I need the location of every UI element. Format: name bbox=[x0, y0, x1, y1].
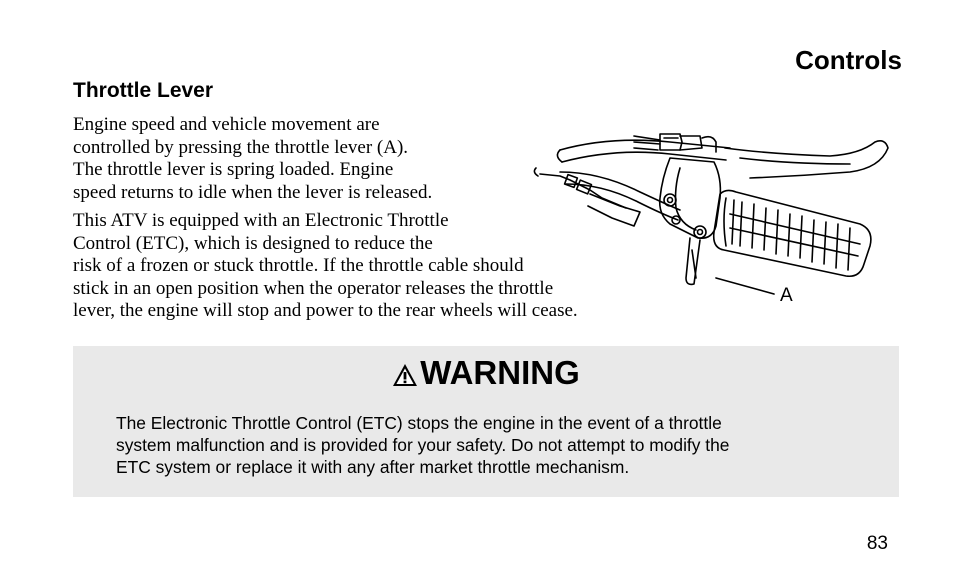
text-line: system malfunction and is provided for your safety. Do not attempt to modify the bbox=[116, 435, 730, 455]
page-heading: Throttle Lever bbox=[73, 79, 214, 102]
paragraph-throttle-description bbox=[73, 114, 432, 204]
text-line: stick in an open position when the operator releases the throttle bbox=[73, 277, 554, 299]
warning-title bbox=[73, 354, 899, 392]
text-line: The throttle lever is spring loaded. Engine bbox=[73, 159, 394, 180]
text-line: Control (ETC), which is designed to reduce the bbox=[73, 232, 433, 254]
warning-title-text: WARNING bbox=[420, 354, 580, 391]
throttle-lever-illustration bbox=[530, 128, 910, 318]
warning-triangle-icon bbox=[392, 363, 418, 387]
page-number: 83 bbox=[866, 533, 888, 554]
warning-box bbox=[73, 346, 899, 497]
throttle-lever-drawing bbox=[530, 128, 910, 318]
text-line: Engine speed and vehicle movement are bbox=[73, 114, 380, 135]
text-line: The Electronic Throttle Control (ETC) stops the engine in the event of a throttle bbox=[116, 413, 722, 433]
text-line: ETC system or replace it with any after market throttle mechanism. bbox=[116, 457, 630, 477]
text-line: controlled by pressing the throttle lever (A). bbox=[73, 136, 409, 158]
section-header: Controls bbox=[795, 45, 902, 75]
text-line: speed returns to idle when the lever is released. bbox=[73, 181, 433, 203]
text-line: risk of a frozen or stuck throttle. If the throttle cable should bbox=[73, 255, 524, 276]
text-line: This ATV is equipped with an Electronic Throttle bbox=[73, 210, 449, 231]
warning-message bbox=[116, 412, 729, 478]
callout-label-a: A bbox=[780, 285, 793, 306]
paragraph-etc-description bbox=[73, 210, 578, 323]
text-line: lever, the engine will stop and power to the rear wheels will cease. bbox=[73, 300, 578, 321]
